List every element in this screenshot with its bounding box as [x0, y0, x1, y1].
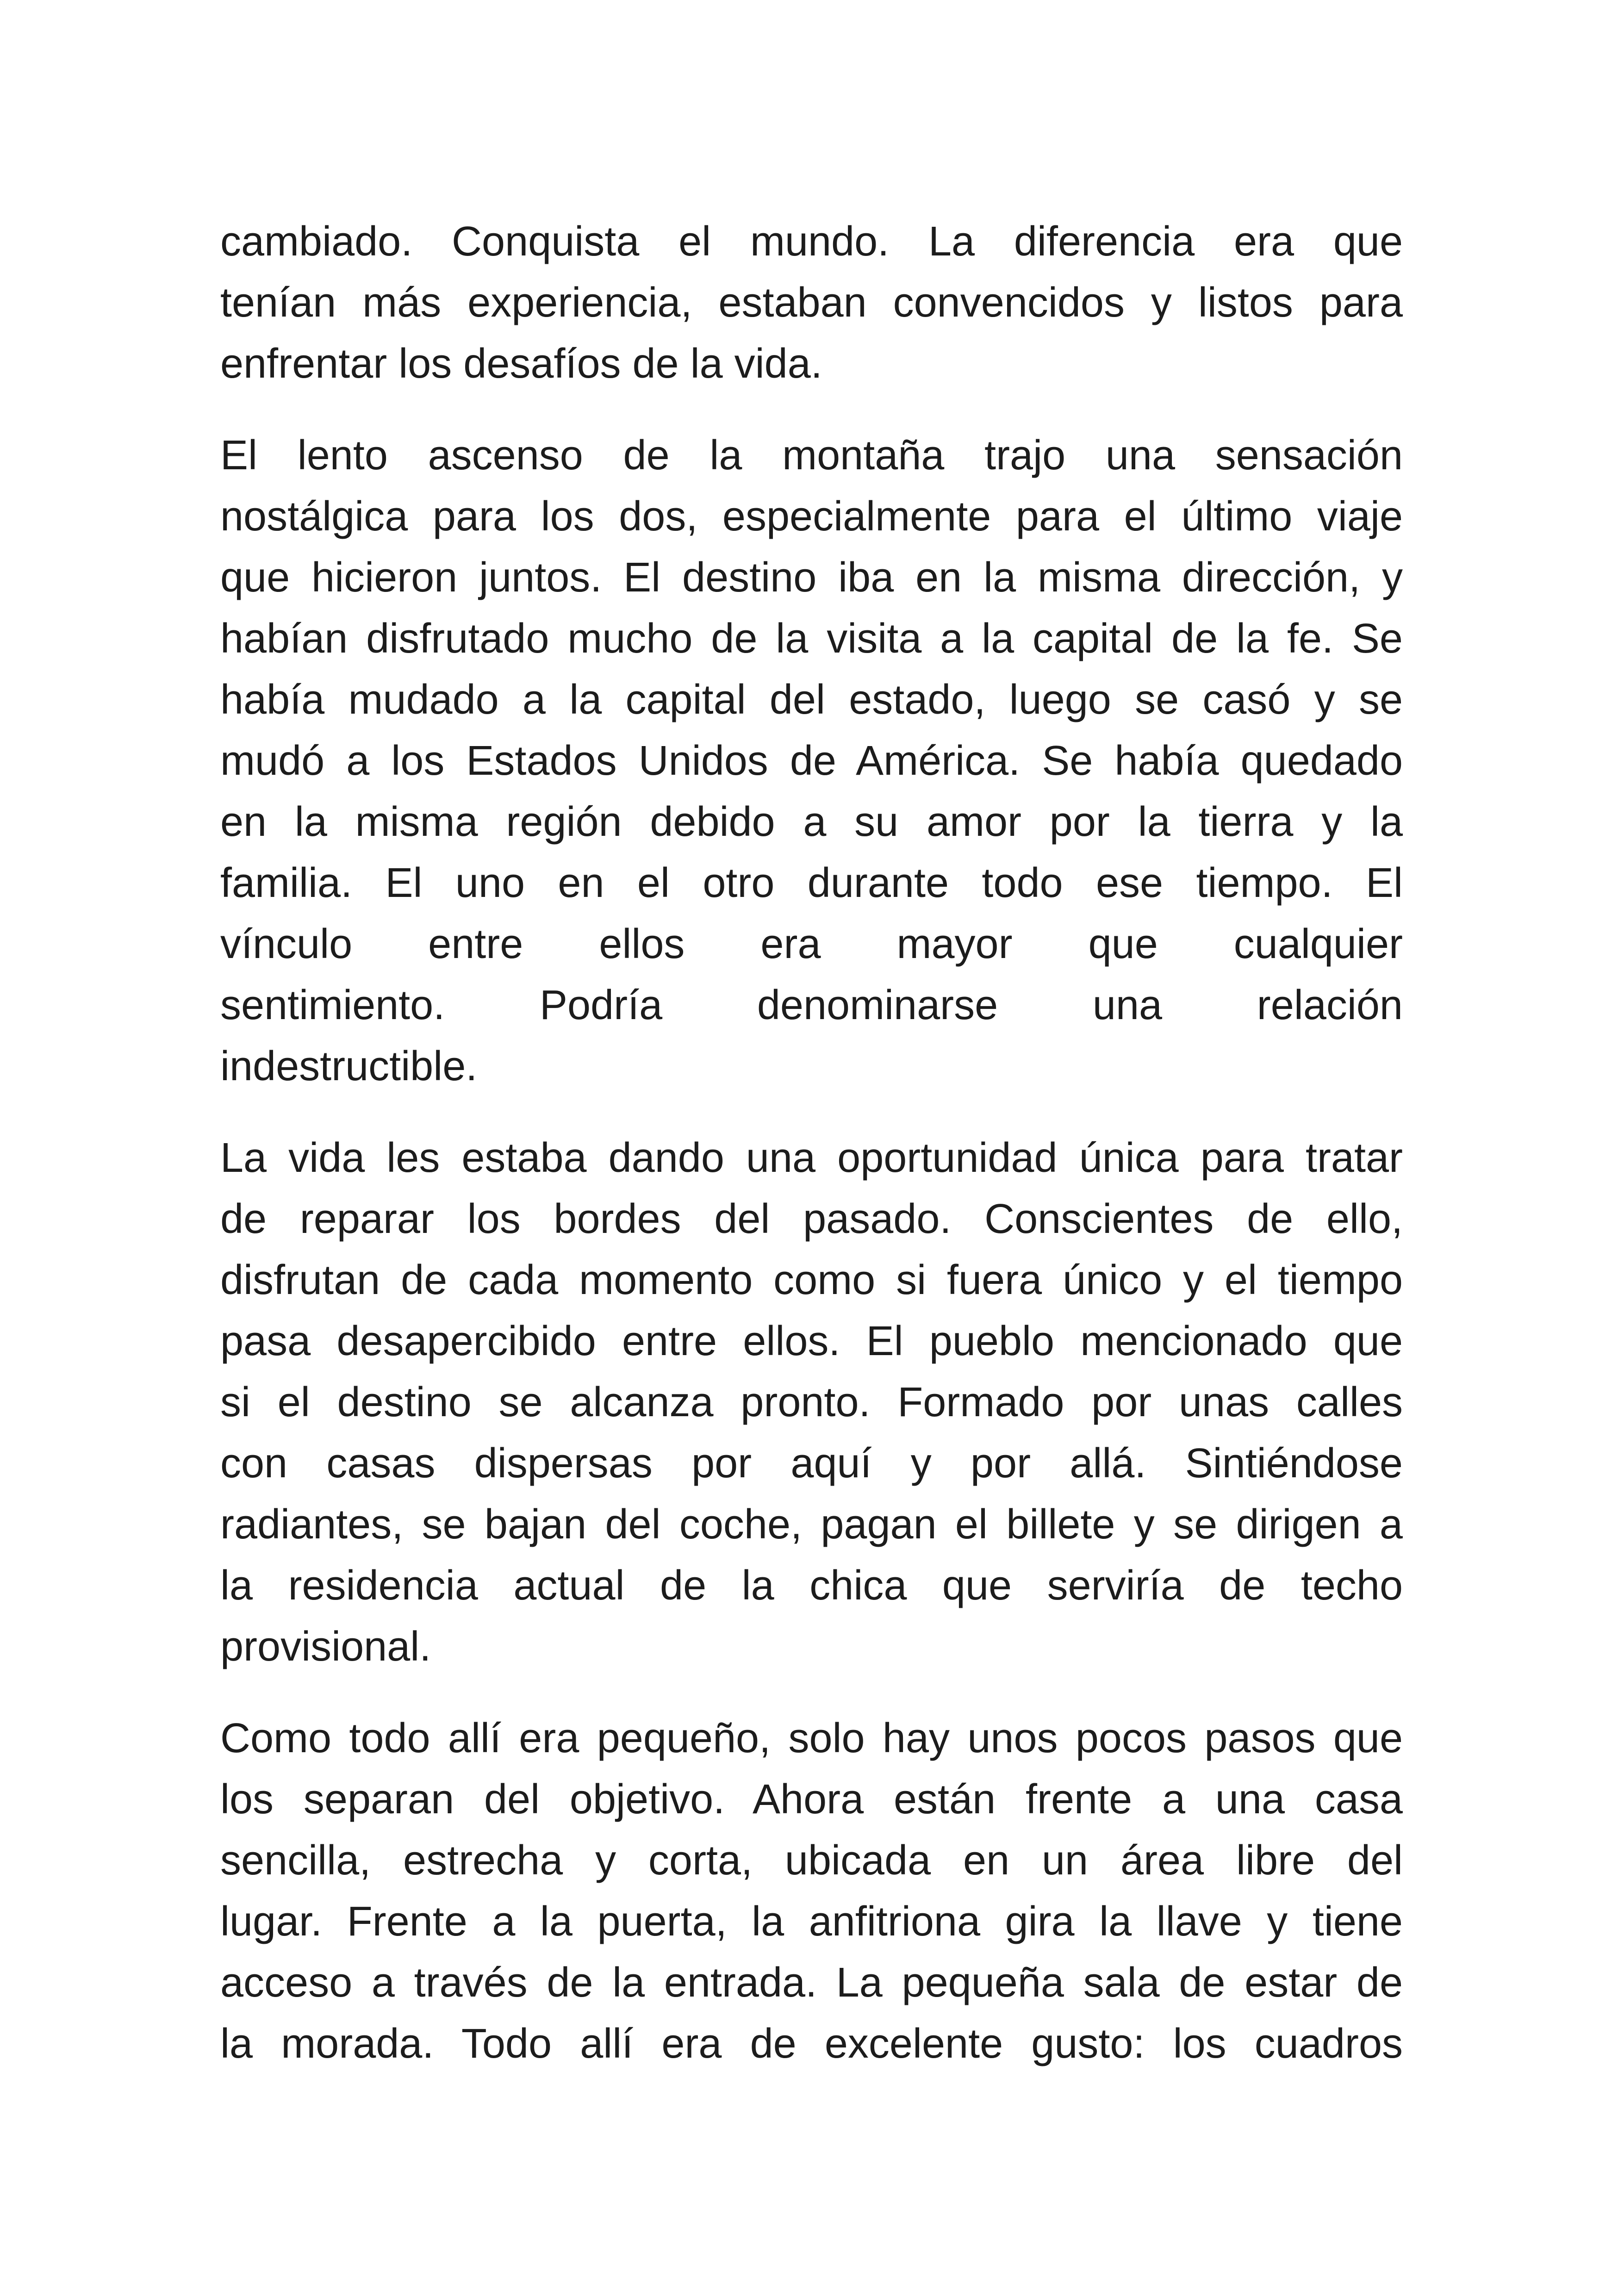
- text-line: provisional.: [220, 1624, 431, 1670]
- text-line: que hicieron juntos. El destino iba en la misma dirección, y: [220, 554, 1403, 601]
- text-line: sentimiento. Podría denominarse una relación: [220, 982, 1403, 1028]
- paragraph-4: [220, 1708, 1403, 2074]
- text-line: disfrutan de cada momento como si fuera único y el tiempo: [220, 1257, 1403, 1303]
- text-line: vínculo entre ellos era mayor que cualquier: [220, 921, 1403, 967]
- paragraph-1: [220, 211, 1403, 394]
- text-line: pasa desapercibido entre ellos. El pueblo mencionado que: [220, 1318, 1403, 1364]
- text-line: La vida les estaba dando una oportunidad única para tratar: [220, 1135, 1403, 1181]
- body-text: [220, 211, 1403, 2105]
- text-line: radiantes, se bajan del coche, pagan el billete y se dirigen a: [220, 1501, 1403, 1548]
- text-line: enfrentar los desafíos de la vida.: [220, 341, 822, 387]
- text-line: la residencia actual de la chica que serviría de techo: [220, 1562, 1403, 1609]
- text-line: había mudado a la capital del estado, luego se casó y se: [220, 677, 1403, 723]
- text-line: habían disfrutado mucho de la visita a la capital de la fe. Se: [220, 616, 1403, 662]
- text-line: con casas dispersas por aquí y por allá. Sintiéndose: [220, 1440, 1403, 1487]
- text-line: la morada. Todo allí era de excelente gusto: los cuadros: [220, 2021, 1403, 2067]
- paragraph-2: [220, 425, 1403, 1097]
- text-line: Como todo allí era pequeño, solo hay unos pocos pasos que: [220, 1715, 1403, 1761]
- text-line: familia. El uno en el otro durante todo ese tiempo. El: [220, 860, 1403, 906]
- paragraph-3: [220, 1127, 1403, 1677]
- text-line: sencilla, estrecha y corta, ubicada en un área libre del: [220, 1837, 1403, 1884]
- text-line: tenían más experiencia, estaban convencidos y listos para: [220, 280, 1403, 326]
- text-line: nostálgica para los dos, especialmente para el último viaje: [220, 493, 1403, 540]
- text-line: indestructible.: [220, 1043, 478, 1089]
- text-line: cambiado. Conquista el mundo. La diferencia era que: [220, 218, 1403, 265]
- text-line: en la misma región debido a su amor por la tierra y la: [220, 799, 1403, 845]
- text-line: acceso a través de la entrada. La pequeña sala de estar de: [220, 1960, 1403, 2006]
- text-line: El lento ascenso de la montaña trajo una sensación: [220, 432, 1403, 479]
- text-line: mudó a los Estados Unidos de América. Se había quedado: [220, 738, 1403, 784]
- text-line: los separan del objetivo. Ahora están frente a una casa: [220, 1776, 1403, 1823]
- text-line: lugar. Frente a la puerta, la anfitriona gira la llave y tiene: [220, 1898, 1403, 1945]
- text-line: de reparar los bordes del pasado. Conscientes de ello,: [220, 1196, 1403, 1242]
- text-line: si el destino se alcanza pronto. Formado por unas calles: [220, 1379, 1403, 1425]
